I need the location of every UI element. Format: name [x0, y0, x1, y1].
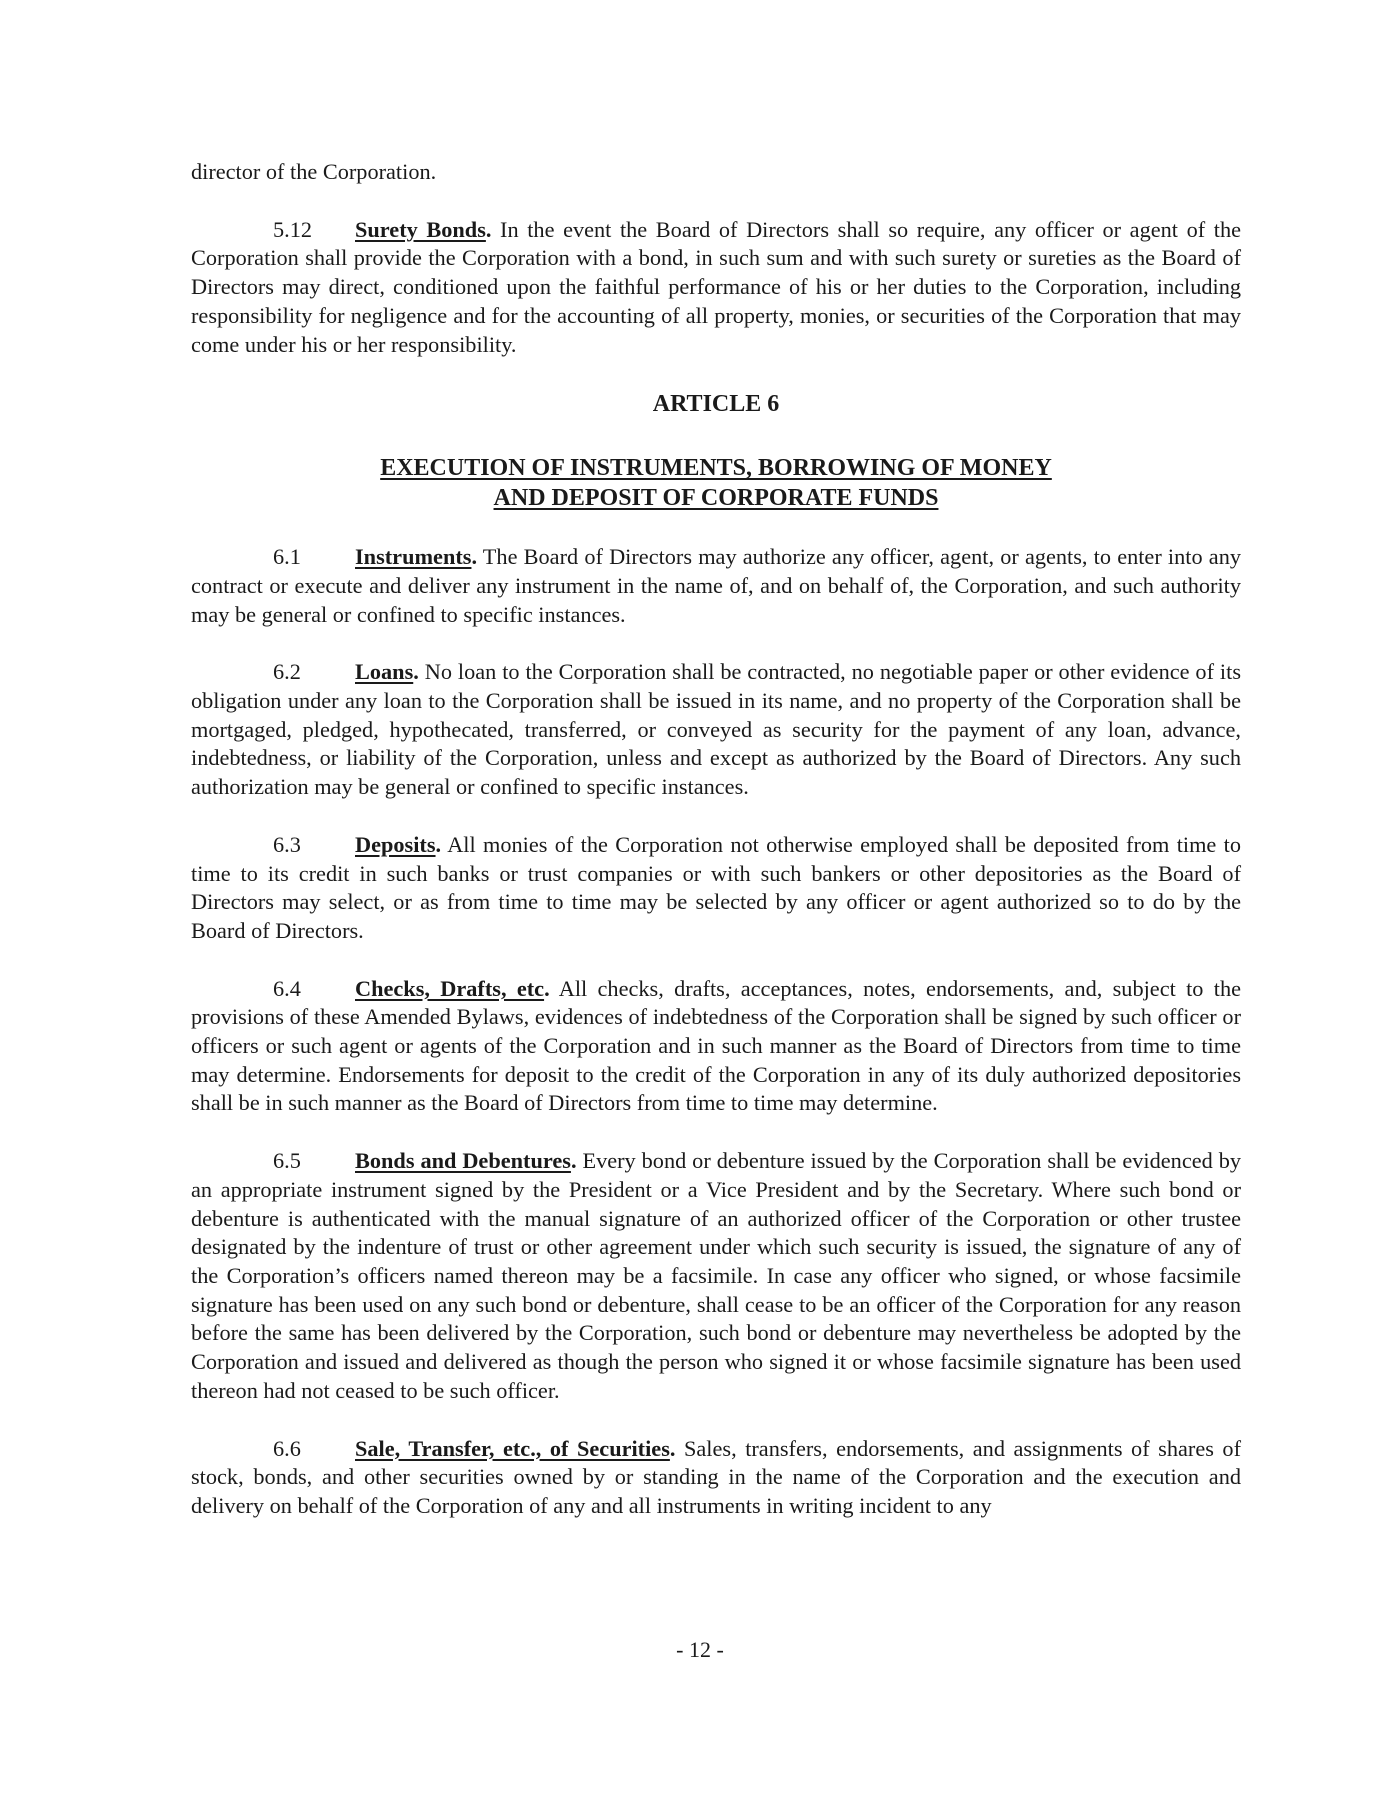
article-label: ARTICLE 6 — [652, 391, 780, 418]
section-body: In the event the Board of Directors shall so require, any officer or agent of the Corporation shall provide the Corporation with a bond, in such sum and with such surety or sureties as the Board of Directors may direct, conditioned upon the faithful performance of his or her duties to the Corporation, including responsibility for negligence and for the accounting of all property, monies, or securities of the Corporation that may come under his or her responsibility. — [191, 216, 1241, 357]
section-title: Checks, Drafts, etc — [355, 975, 545, 1001]
section-title: Bonds and Debentures — [355, 1148, 571, 1174]
section-number: 6.3 — [273, 831, 301, 857]
section-6-6 — [191, 1435, 1241, 1521]
section-body: All checks, drafts, acceptances, notes, endorsements, and, subject to the provisions of these Amended Bylaws, evidences of indebtedness of the Corporation shall be signed by such officer or officers or such agent or agents of the Corporation and in such manner as the Board of Directors from time to time may determine. Endorsements for deposit to the credit of the Corporation in any of its duly authorized depositories shall be in such manner as the Board of Directors from time to time may determine. — [191, 975, 1242, 1116]
section-body: No loan to the Corporation shall be contracted, no negotiable paper or other evidence of its obligation under any loan to the Corporation shall be issued in its name, and no property of the Corporation shall be mortgaged, pledged, hypothecated, transferred, or conveyed as security for the payment of any loan, advance, indebtedness, or liability of the Corporation, unless and except as authorized by the Board of Directors. Any such authorization may be general or confined to specific instances. — [191, 659, 1241, 800]
section-title-punct: . — [413, 659, 419, 685]
section-body: The Board of Directors may authorize any officer, agent, or agents, to enter into any contract or execute and deliver any instrument in the name of, and on behalf of, the Corporation, and such authority may be general or confined to specific instances. — [191, 544, 1241, 627]
section-title-punct: . — [570, 1148, 577, 1174]
section-6-5 — [191, 1147, 1241, 1405]
section-title: Deposits — [355, 831, 436, 857]
article-heading-line-2: AND DEPOSIT OF CORPORATE FUNDS — [493, 485, 939, 512]
section-title-punct: . — [544, 975, 550, 1001]
section-number: 6.6 — [273, 1435, 301, 1461]
section-6-3 — [191, 831, 1241, 946]
section-5-12 — [191, 216, 1241, 360]
section-number: 6.5 — [273, 1148, 301, 1174]
section-6-2 — [191, 658, 1241, 802]
continuation-text: director of the Corporation. — [191, 159, 437, 184]
page-number: - 12 - — [676, 1637, 724, 1662]
section-title-punct: . — [471, 544, 478, 570]
section-title: Sale, Transfer, etc., of Securities — [355, 1435, 670, 1461]
section-number: 6.1 — [273, 544, 301, 570]
section-title: Loans — [355, 659, 414, 685]
section-body: Every bond or debenture issued by the Corporation shall be evidenced by an appropriate instrument signed by the President or a Vice President and by the Secretary. Where such bond or debenture is authenticated with the manual signature of an authorized officer of the Corporation or other trustee designated by the indenture of trust or other agreement under which such security is issued, the signature of any of the Corporation’s officers named thereon may be a facsimile. In case any officer who signed, or whose facsimile signature has been used on any such bond or debenture, shall cease to be an officer of the Corporation for any reason before the same has been delivered by the Corporation, such bond or debenture may nevertheless be adopted by the Corporation and issued and delivered as though the person who signed it or whose facsimile signature has been used thereon had not ceased to be such officer. — [191, 1148, 1242, 1403]
section-number: 6.4 — [273, 975, 301, 1001]
section-title-punct: . — [669, 1435, 676, 1461]
document-page — [191, 158, 1241, 1550]
article-heading — [191, 453, 1241, 513]
section-title-punct: . — [435, 831, 442, 857]
section-number: 6.2 — [273, 659, 301, 685]
section-6-1 — [191, 543, 1241, 629]
section-number: 5.12 — [273, 216, 313, 242]
section-body: Sales, transfers, endorsements, and assignments of shares of stock, bonds, and other securities owned by or standing in the name of the Corporation and the execution and delivery on behalf of the Corporation of any and all instruments in writing incident to any — [191, 1435, 1242, 1518]
section-body: All monies of the Corporation not otherwise employed shall be deposited from time to time to its credit in such banks or trust companies or with such bankers or other depositories as the Board of Directors may select, or as from time to time may be selected by any officer or agent authorized so to do by the Board of Directors. — [191, 831, 1241, 943]
section-title: Surety Bonds — [355, 216, 486, 242]
section-6-4 — [191, 975, 1241, 1119]
section-title-punct: . — [485, 216, 492, 242]
article-heading-line-1: EXECUTION OF INSTRUMENTS, BORROWING OF MONEY — [380, 455, 1052, 482]
section-title: Instruments — [355, 544, 472, 570]
